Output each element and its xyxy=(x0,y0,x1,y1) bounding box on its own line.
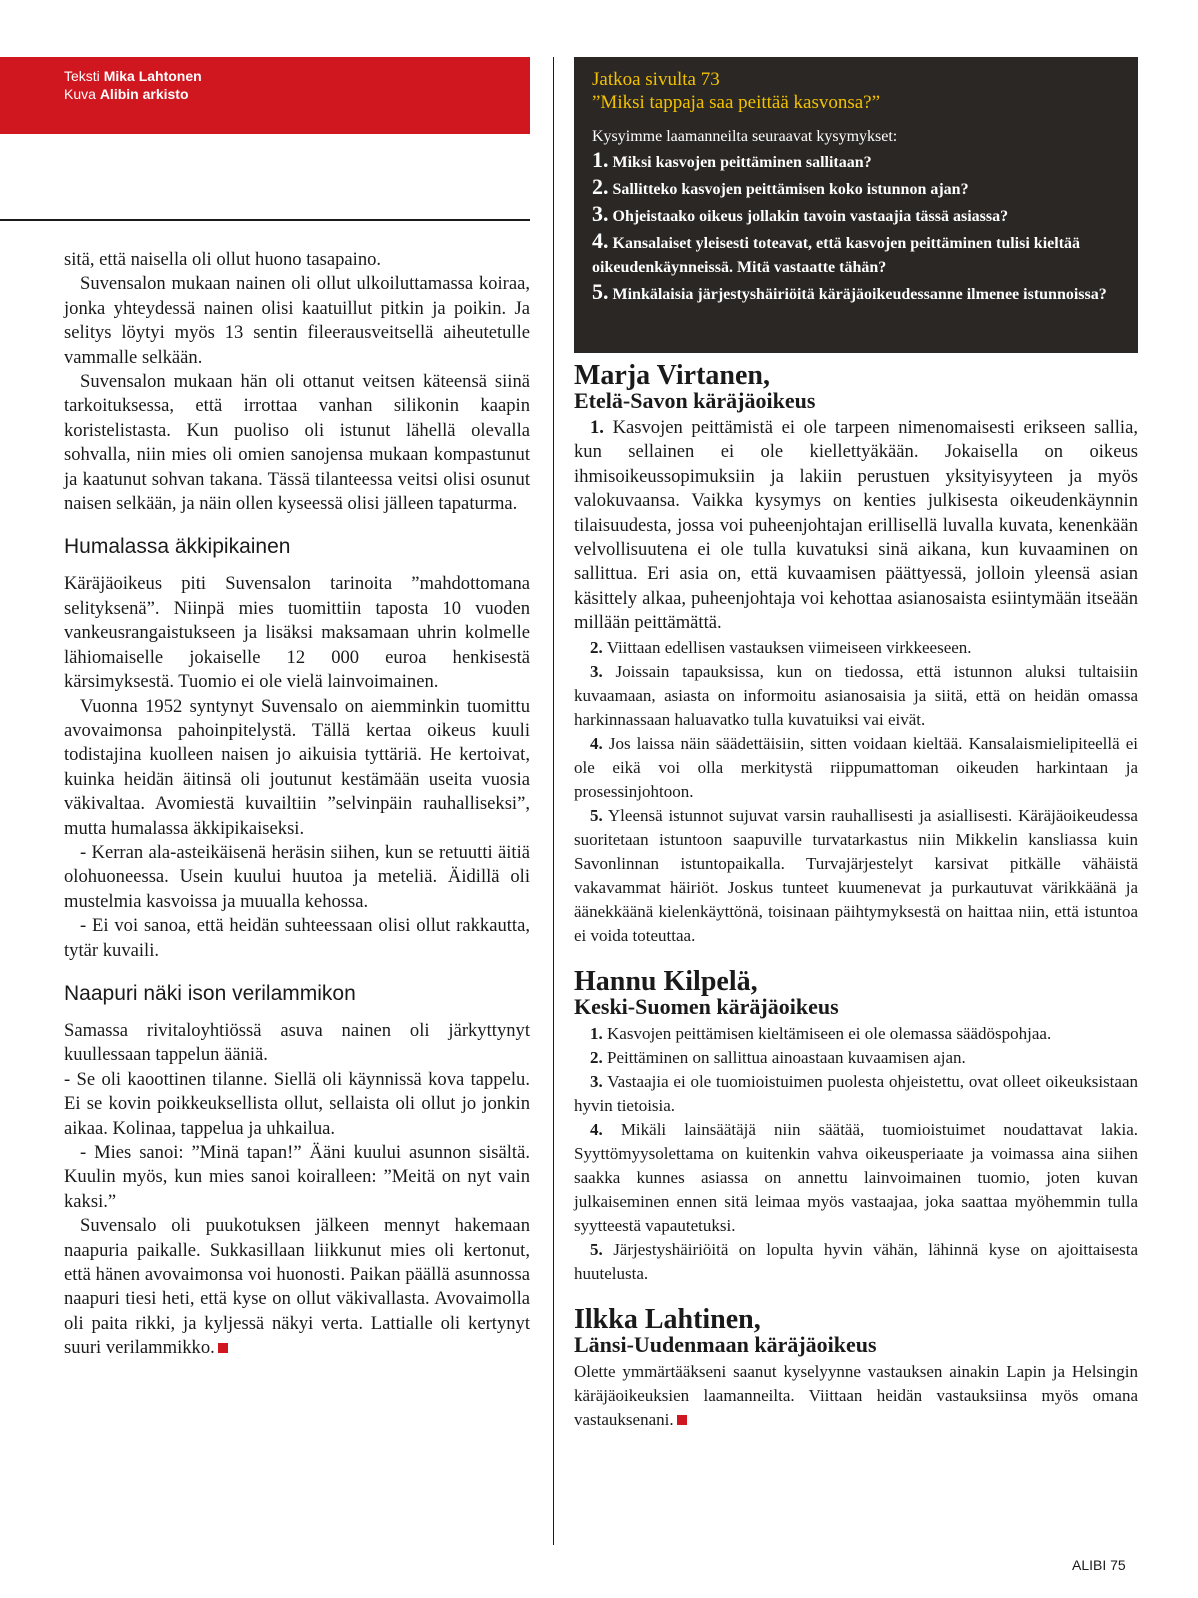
answer-text: Mikäli lainsäätäjä niin säätää, tuomioistuimet noudattavat lakia. Syyttömyysolettama on kuitenkin vahva oikeusperiaate ja voimassa aina siihen saakka kunnes asiassa on annettu lainvoimainen tuomio, joten kuvan julkaiseminen ennen sitä leimaa myös vastaajaa, joka saattaa myöhemmin tulla syytteestä vapautetuksi. xyxy=(574,1119,1138,1235)
left-column-top-rule xyxy=(0,219,530,221)
image-credit-label: Kuva xyxy=(64,86,96,102)
judge-name: Hannu Kilpelä, xyxy=(574,965,758,997)
credit-box xyxy=(0,57,530,134)
question-text: Sallitteko kasvojen peittämisen koko istunnon ajan? xyxy=(612,181,969,198)
column-divider xyxy=(553,57,554,1545)
judge-court: Etelä-Savon käräjäoikeus xyxy=(574,388,816,413)
page-number: ALIBI 75 xyxy=(1072,1557,1126,1573)
answer-text: Vastaajia ei ole tuomioistuimen puolesta ohjeistettu, ovat olleet oikeuksistaan hyvin tietoisia. xyxy=(574,1071,1138,1115)
paragraph: Vuonna 1952 syntynyt Suvensalo on aiemminkin tuomittu avovaimonsa pahoinpitelystä. Tällä kertaa oikeus kuuli todistajina kuolleen naisen jo aikuisia tyttäriä. He kertoivat, kuinka heidän äitinsä oli joutunut kestämään useita vuosia väkivaltaa. Avomiestä kuvailtiin ”selvinpäin rauhalliseksi”, mutta humalassa äkkipikaiseksi. xyxy=(64,695,530,839)
answer-2 xyxy=(574,1046,1138,1070)
answer-text: Järjestyshäiriöitä on lopulta hyvin vähän, lähinnä kyse on ajoittaisesta huutelusta. xyxy=(574,1239,1139,1283)
judge-section-lahtinen xyxy=(574,1303,1138,1432)
statement-text: Olette ymmärtääkseni saanut kyselyynne vastauksen ainakin Lapin ja Helsingin käräjäoikeuksien laamanneilta. Viittaan heidän vastauksiinsa myös omana vastauksenani. xyxy=(574,1361,1138,1429)
question-number: 5. xyxy=(592,279,609,304)
answer-text: Peittäminen on sallittua ainoastaan kuvaamisen ajan. xyxy=(607,1047,966,1067)
question-1 xyxy=(592,148,1120,175)
judge-section-kilpela xyxy=(574,965,1139,1286)
question-text: Miksi kasvojen peittäminen sallitaan? xyxy=(612,154,872,171)
answer-number: 3. xyxy=(590,661,603,681)
answer-text: Kasvojen peittämistä ei ole tarpeen nimenomaisesti erikseen sallia, kun sellainen ei ole kiellettyäkään. Jokaisella on oikeus ihmisoikeussopimuksiin ja lakiin perustuen yksityisyyteen ja myös valokuvaansa. Vaikka kysymys on kenties julkisesta oikeudenkäynnin tilaisuudesta, jossa voi puheenjohtajan erillisellä luvalla kuvata, kenenkään velvollisuutena ei ole tulla kuvatuksi sinä aikana, kun kuvaaminen on sallittua. Eri asia on, että kuvaamisen päättyessä, jolloin yleensä asian käsittely alkaa, puheenjohtaja voi kehottaa asianosaista esiintymään itseään millään peittämättä. xyxy=(574,417,1138,634)
questions-box xyxy=(574,57,1138,353)
answer-number: 2. xyxy=(590,1047,603,1067)
question-number: 3. xyxy=(592,201,609,226)
subheading-naapuri: Naapuri näki ison verilammikon xyxy=(64,981,356,1005)
quote-paragraph: - Se oli kaoottinen tilanne. Siellä oli käynnissä kova tappelu. Ei se kovin poikkeuksellista ollut, sellaista oli ollut jo jonkin aikaa. Kolinaa, tappelua ja uhkailua. xyxy=(64,1068,530,1139)
answer-4 xyxy=(574,732,1138,804)
judge-section-virtanen xyxy=(574,362,1138,948)
answer-5 xyxy=(574,1238,1138,1286)
judge-court: Keski-Suomen käräjäoikeus xyxy=(574,993,839,1019)
paragraph: sitä, että naisella oli ollut huono tasapaino. xyxy=(64,249,382,270)
subheading-humalassa: Humalassa äkkipikainen xyxy=(64,535,291,559)
answer-text: Jos laissa näin säädettäisiin, sitten voidaan kieltää. Kansalaismielipiteellä ei ole eikä voi olla merkitystä riippumattoman oikeuden harkintaan ja prosessinjohtoon. xyxy=(574,733,1138,801)
answer-text: Joissain tapauksissa, kun on tiedossa, että istunnon aluksi tultaisiin kuvaamaan, asiasta on informoitu asianosaisia ja siitä, että on heidän omassa harkinnassaan haluavatko tulla kuvatuiksi vai eivät. xyxy=(574,661,1138,729)
answer-text: Kasvojen peittämisen kieltämiseen ei ole olemassa säädöspohjaa. xyxy=(607,1023,1052,1043)
answer-text: Yleensä istunnot sujuvat varsin rauhallisesti ja asiallisesti. Käräjäoikeudessa suoritetaan istuntoon saapuville turvatarkastus niin Mikkelin kansliassa kuin Savonlinnan istuntopaikalla. Turvajärjestelyt karsivat pitkälle vähäistä vakavammat häiriöt. Joskus tunteet kuumenevat ja purkautuvat värikkäänä ja äänekkäänä kielenkäyttönä, toisinaan päihtymyksestä on haittaa niin, että istuntoa ei voida toteuttaa. xyxy=(574,805,1138,945)
question-number: 4. xyxy=(592,228,609,253)
paragraph: Samassa rivitaloyhtiössä asuva nainen oli järkyttynyt kuullessaan tappelun ääniä. xyxy=(64,1019,530,1066)
answers-column xyxy=(574,362,1138,1432)
end-of-article-mark xyxy=(677,1415,687,1425)
answer-3 xyxy=(574,1070,1138,1118)
judge-court: Länsi-Uudenmaan käräjäoikeus xyxy=(574,1331,877,1357)
judge-name: Marja Virtanen, xyxy=(574,360,770,391)
end-of-article-mark xyxy=(218,1343,228,1353)
question-4 xyxy=(592,229,1120,280)
credits xyxy=(64,67,202,103)
questions-intro: Kysyimme laamanneilta seuraavat kysymykset: xyxy=(592,128,898,145)
paragraph: Suvensalon mukaan nainen oli ollut ulkoiluttamassa koiraa, jonka yhteydessä nainen olisi kaatuillut pitkin ja poikin. Ja selitys löytyi myös 13 sentin fileerausveitsellä aiheutetulle vammalle selkään. xyxy=(64,273,530,368)
continued-from: Jatkoa sivulta 73 xyxy=(592,69,720,90)
paragraph-final xyxy=(64,1214,530,1360)
answer-2 xyxy=(574,636,1138,660)
answer-number: 2. xyxy=(590,637,603,657)
question-number: 1. xyxy=(592,147,609,172)
answer-number: 4. xyxy=(590,733,603,753)
answer-number: 5. xyxy=(590,805,603,825)
answer-4 xyxy=(574,1118,1138,1238)
article-left-column xyxy=(64,248,530,1361)
quote-paragraph: - Kerran ala-asteikäisenä heräsin siihen, kun se retuutti äitiä olohuoneessa. Usein kuului huutoa ja meteliä. Äidillä oli mustelmia kasvoissa ja muualla kehossa. xyxy=(64,841,530,912)
answer-text: Viittaan edellisen vastauksen viimeiseen virkkeeseen. xyxy=(606,637,972,657)
answer-3 xyxy=(574,660,1138,732)
answer-number: 3. xyxy=(590,1071,603,1091)
image-credit-source: Alibin arkisto xyxy=(99,86,189,102)
box-title: ”Miksi tappaja saa peittää kasvonsa?” xyxy=(592,92,881,113)
answer-number: 4. xyxy=(590,1119,603,1139)
quote-paragraph: - Mies sanoi: ”Minä tapan!” Ääni kuului asunnon sisältä. Kuulin myös, kun mies sanoi koiralleen: ”Meitä on nyt vain kaksi.” xyxy=(64,1142,530,1212)
statement xyxy=(574,1360,1138,1432)
question-text: Kansalaiset yleisesti toteavat, että kasvojen peittäminen tulisi kieltää oikeudenkäynneissä. Mitä vastaatte tähän? xyxy=(592,235,1081,276)
text-credit xyxy=(64,67,202,85)
answer-1 xyxy=(574,416,1138,636)
question-text: Minkälaisia järjestyshäiriöitä käräjäoikeudessanne ilmenee istunnoissa? xyxy=(612,286,1107,303)
answer-number: 5. xyxy=(590,1239,603,1259)
question-3 xyxy=(592,202,1120,229)
image-credit xyxy=(64,85,202,103)
quote-paragraph: - Ei voi sanoa, että heidän suhteessaan olisi ollut rakkautta, tytär kuvaili. xyxy=(64,915,530,961)
answer-1 xyxy=(574,1022,1138,1046)
judge-name: Ilkka Lahtinen, xyxy=(574,1303,761,1335)
final-text: Suvensalo oli puukotuksen jälkeen mennyt hakemaan naapuria paikalle. Sukkasillaan liikkunut mies oli kertonut, että hänen avovaimonsa voi huonosti. Paikan päällä asunnossa naapuri tiesi heti, että kyse on ollut väkivallasta. Avovaimolla oli paita rikki, ja kyljessä näkyi verta. Lattialle oli kertynyt suuri verilammikko. xyxy=(64,1215,530,1359)
paragraph: Käräjäoikeus piti Suvensalon tarinoita ”mahdottomana selityksenä”. Niinpä mies tuomittiin taposta 10 vuoden vankeusrangaistukseen ja lisäksi maksamaan uhrin kolmelle lähiomaiselle jokaiselle 12 000 euroa henkisestä kärsimyksestä. Tuomio ei ole vielä lainvoimainen. xyxy=(64,573,530,693)
text-credit-author: Mika Lahtonen xyxy=(103,68,202,84)
answer-5 xyxy=(574,804,1138,948)
text-credit-label: Teksti xyxy=(64,68,100,84)
answer-number: 1. xyxy=(590,417,604,438)
question-text: Ohjeistaako oikeus jollakin tavoin vastaajia tässä asiassa? xyxy=(612,208,1009,225)
question-number: 2. xyxy=(592,174,609,199)
answer-number: 1. xyxy=(590,1023,603,1043)
paragraph: Suvensalon mukaan hän oli ottanut veitsen käteensä siinä tarkoituksessa, että irrottaa vanhan silikonin kaapin koristelistasta. Kun puoliso oli istunut lähellä olevalla sohvalla, niin mies oli omien sanojensa mukaan kompastunut ja kaatunut sohvan takana. Tässä tilanteessa veitsi olisi osunut naisen selkään, ja näin ollen kyseessä olisi jälleen tapaturma. xyxy=(64,371,530,515)
question-2 xyxy=(592,175,1120,202)
question-5 xyxy=(592,280,1120,307)
